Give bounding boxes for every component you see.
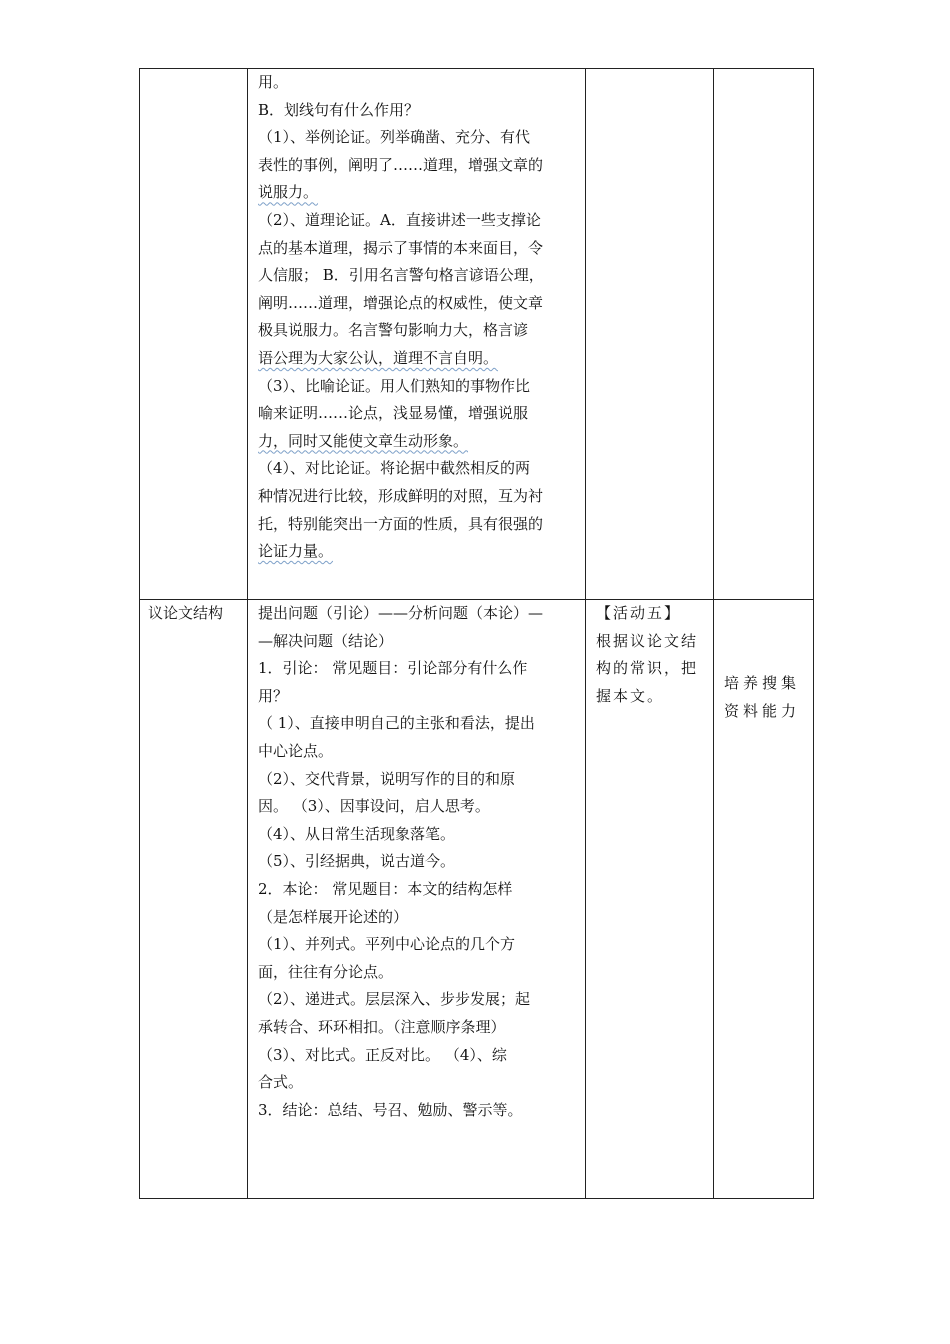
text-line: 合式。 [258, 1073, 304, 1092]
text-line: （4）、从日常生活现象落笔。 [258, 824, 456, 843]
row1-goal-cell [714, 69, 814, 600]
text-line: 力，同时又能使文章生动形象。 [258, 431, 469, 450]
text-line: 种情况进行比较，形成鲜明的对照，互为衬 [258, 486, 544, 505]
table-row-argument-methods [140, 69, 814, 600]
text-line: 语公理为大家公认，道理不言自明。 [258, 348, 499, 367]
text-line: 用？ [258, 686, 289, 705]
row2-content-cell [248, 600, 586, 1199]
row2-label-cell [140, 600, 248, 1199]
activity-line: 根据议论文结 [596, 631, 699, 650]
activity-line: 构的常识，把 [596, 659, 699, 678]
text-line: （2）、递进式。层层深入、步步发展；起 [258, 990, 531, 1009]
row1-content-cell [248, 69, 586, 600]
text-line: （2）、道理论证。A．直接讲述一些支撑论 [258, 210, 541, 229]
lesson-plan-table [139, 68, 814, 1199]
text-line: 1．引论： 常见题目：引论部分有什么作 [258, 659, 528, 678]
text-line: 托，特别能突出一方面的性质，具有很强的 [258, 514, 544, 533]
row1-activity-cell [586, 69, 714, 600]
text-line: （ 1）、直接申明自己的主张和看法，提出 [258, 714, 535, 733]
text-line: 喻来证明……论点，浅显易懂，增强说服 [258, 404, 529, 423]
text-line: （3）、对比式。正反对比。 （4）、综 [258, 1045, 507, 1064]
text-line: 因。 （3）、因事设问，启人思考。 [258, 797, 490, 816]
row-label: 议论文结构 [148, 604, 224, 622]
text-line: （5）、引经据典，说古道今。 [258, 852, 456, 871]
goal-line: 资料能力 [724, 701, 801, 720]
text-line: 2．本论： 常见题目：本文的结构怎样 [258, 879, 513, 898]
goal-text [714, 600, 813, 1198]
text-line: 提出问题（引论）——分析问题（本论）— [258, 604, 544, 622]
text-line: 极具说服力。名言警句影响力大，格言谚 [258, 321, 529, 340]
text-line: （1）、并列式。平列中心论点的几个方 [258, 935, 516, 954]
text-line: 承转合、环环相扣。（注意顺序条理） [258, 1017, 506, 1036]
activity-text [586, 600, 713, 1128]
text-line: 表性的事例，阐明了……道理，增强文章的 [258, 155, 544, 174]
text-line: （4）、对比论证。将论据中截然相反的两 [258, 459, 531, 478]
row2-goal-cell [714, 600, 814, 1199]
text-line: 说服力。 [258, 183, 319, 202]
argument-methods-text [248, 69, 585, 599]
activity-line: 握本文。 [596, 686, 665, 705]
row2-activity-cell [586, 600, 714, 1199]
table-row-structure [140, 600, 814, 1199]
text-line: （是怎样展开论述的） [258, 907, 409, 926]
text-line: 人信服； B．引用名言警句格言谚语公理， [258, 266, 544, 285]
goal-line: 培养搜集 [724, 674, 801, 692]
row1-label-cell [140, 69, 248, 600]
text-line: 论证力量。 [258, 542, 334, 561]
text-line: 阐明……道理，增强论点的权威性，使文章 [258, 293, 544, 312]
text-line: 中心论点。 [258, 741, 334, 760]
text-line: 点的基本道理，揭示了事情的本来面目，令 [258, 238, 544, 257]
text-line: 用。 [258, 73, 289, 91]
text-line: （1）、举例论证。列举确凿、充分、有代 [258, 128, 531, 147]
structure-text [248, 600, 585, 1128]
text-line: B．划线句有什么作用？ [258, 100, 420, 119]
activity-title: 【活动五】 [596, 604, 682, 622]
text-line: 3．结论：总结、号召、勉励、警示等。 [258, 1100, 523, 1119]
text-line: （2）、交代背景，说明写作的目的和原 [258, 769, 516, 788]
text-line: —解决问题（结论） [258, 631, 394, 650]
text-line: （3）、比喻论证。用人们熟知的事物作比 [258, 376, 531, 395]
text-line: 面，往往有分论点。 [258, 962, 394, 981]
